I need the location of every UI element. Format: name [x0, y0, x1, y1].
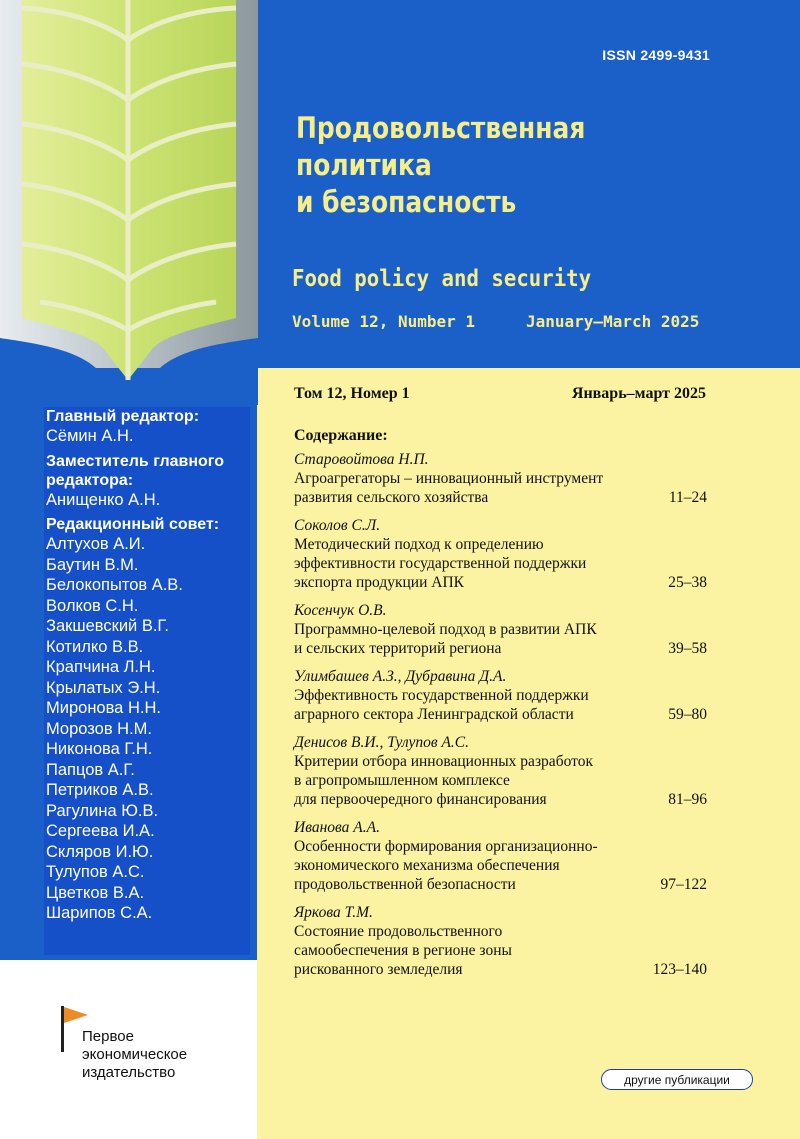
toc-author: Соколов С.Л.	[294, 517, 381, 534]
council-member: Крылатых Э.Н.	[46, 678, 161, 697]
publisher-line: издательство	[82, 1064, 176, 1081]
editor-name: Сёмин А.Н.	[46, 427, 134, 445]
council-member: Белокопытов А.В.	[46, 576, 183, 594]
council-member: Волков С.Н.	[46, 596, 139, 615]
wheat-emblem-icon	[0, 0, 258, 405]
toc-item[interactable]	[294, 667, 707, 724]
volume-ru: Том 12, Номер 1	[294, 385, 410, 402]
toc-article-title: экономического механизма обеспечения	[294, 857, 560, 874]
toc-pages: 97–122	[660, 876, 707, 893]
publisher-line: экономическое	[82, 1046, 188, 1063]
editor-label: Главный редактор:	[46, 408, 200, 425]
toc-item[interactable]	[294, 818, 707, 894]
council-member: Петриков А.В.	[46, 781, 154, 799]
council-member: Закшевский В.Г.	[46, 617, 169, 635]
toc-item[interactable]	[294, 733, 707, 809]
toc-article-title: и сельских территорий региона	[294, 640, 502, 657]
date-ru: Январь–март 2025	[571, 385, 706, 402]
council-member: Крапчина Л.Н.	[46, 658, 156, 676]
editorial-board	[44, 407, 250, 955]
deputy-label: Заместитель главного	[46, 452, 225, 470]
toc-article-title: рискованного земледелия	[294, 961, 463, 978]
council-label: Редакционный совет:	[46, 516, 220, 533]
toc-author: Денисов В.И., Тулупов А.С.	[294, 734, 469, 751]
toc-article-title: Эффективность государственной поддержки	[294, 687, 589, 704]
toc-author: Улимбашев А.З., Дубравина Д.А.	[294, 668, 507, 685]
council-members	[46, 534, 250, 924]
toc-author: Косенчук О.В.	[294, 602, 387, 619]
council-member: Котилко В.В.	[46, 637, 144, 656]
toc-article-title: для первоочередного финансирования	[294, 791, 547, 808]
toc-item[interactable]	[294, 450, 707, 507]
toc-article-title: Критерии отбора инновационных разработок	[294, 753, 593, 770]
toc-article-title: Особенности формирования организационно-	[294, 838, 598, 855]
toc-article-title: продовольственной безопасности	[294, 876, 516, 893]
council-member: Шарипов С.А.	[46, 904, 153, 922]
council-member: Баутин В.М.	[46, 555, 139, 574]
toc-article-title: развития сельского хозяйства	[294, 489, 489, 506]
toc-pages: 39–58	[668, 640, 707, 657]
publisher-name	[82, 1028, 187, 1082]
date-en: January–March 2025	[526, 312, 700, 331]
council-member: Миронова Н.Н.	[46, 699, 161, 717]
journal-title-line: Продовольственная	[296, 111, 586, 145]
deputy-label: редактора:	[46, 471, 134, 489]
publisher-line: Первое	[82, 1028, 134, 1045]
journal-title-line: и безопасность	[296, 185, 517, 219]
volume-en: Volume 12, Number 1	[292, 312, 476, 331]
council-member: Рагулина Ю.В.	[46, 801, 159, 820]
toc-item[interactable]	[294, 601, 707, 658]
toc-pages: 59–80	[668, 706, 707, 723]
journal-title-en: Food policy and security	[292, 266, 592, 292]
journal-title	[296, 110, 585, 221]
toc-article-title: эффективности государственной поддержки	[294, 555, 587, 572]
council-member: Алтухов А.И.	[46, 535, 146, 553]
journal-title-line: политика	[296, 148, 432, 182]
toc-pages: 25–38	[668, 574, 707, 591]
table-of-contents	[294, 450, 707, 988]
toc-article-title: Программно-целевой подход в развитии АПК	[294, 621, 597, 638]
toc-pages: 123–140	[652, 961, 707, 978]
toc-author: Старовойтова Н.П.	[294, 451, 429, 468]
issn: ISSN 2499-9431	[602, 47, 710, 63]
toc-item[interactable]	[294, 903, 707, 979]
toc-article-title: Методический подход к определению	[294, 536, 544, 553]
council-member: Тулупов А.С.	[46, 863, 145, 881]
council-member: Папцов А.Г.	[46, 760, 135, 779]
toc-article-title: аграрного сектора Ленинградской области	[294, 706, 574, 723]
toc-author: Яркова Т.М.	[294, 904, 373, 921]
toc-item[interactable]	[294, 516, 707, 592]
council-member: Морозов Н.М.	[46, 719, 153, 738]
toc-article-title: самообеспечения в регионе зоны	[294, 942, 512, 959]
other-publications-button[interactable]: другие публикации	[601, 1069, 753, 1090]
toc-article-title: Состояние продовольственного	[294, 923, 503, 940]
council-member: Сергеева И.А.	[46, 822, 155, 840]
contents-title: Содержание:	[294, 427, 388, 444]
toc-article-title: в агропромышленном комплексе	[294, 772, 510, 789]
toc-pages: 81–96	[668, 791, 707, 808]
toc-article-title: экспорта продукции АПК	[294, 574, 464, 591]
council-member: Цветков В.А.	[46, 883, 145, 902]
council-member: Скляров И.Ю.	[46, 842, 154, 861]
toc-pages: 11–24	[668, 489, 707, 506]
deputy-name: Анищенко А.Н.	[46, 490, 161, 509]
council-member: Никонова Г.Н.	[46, 740, 153, 758]
toc-article-title: Агроагрегаторы – инновационный инструмент	[294, 470, 604, 487]
toc-author: Иванова А.А.	[294, 819, 380, 836]
